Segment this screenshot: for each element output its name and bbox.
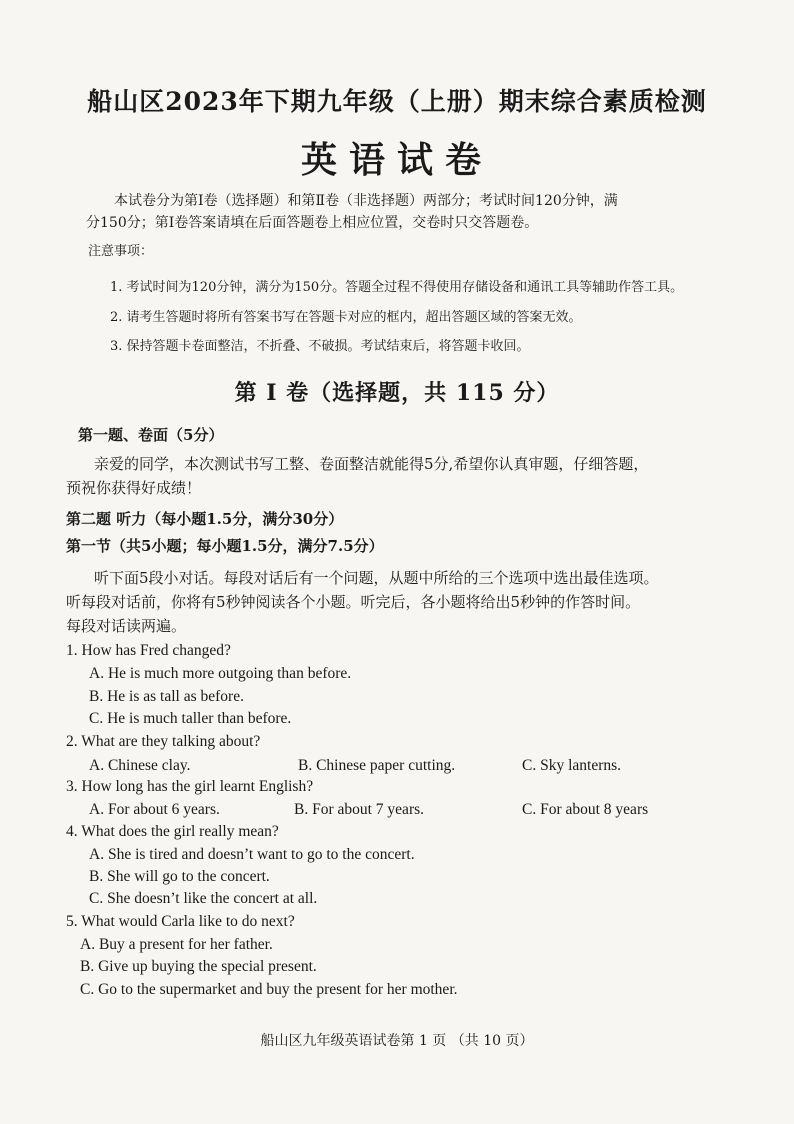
intro-line: 本试卷分为第Ⅰ卷（选择题）和第Ⅱ卷（非选择题）两部分；考试时间120分钟，满 <box>114 193 618 209</box>
notice-item: 1. 考试时间为120分钟，满分为150分。答题全过程不得使用存储设备和通讯工具等辅助作答工具。 <box>110 280 684 295</box>
part-title: 第 Ⅰ 卷（选择题，共 115 分） <box>234 380 560 406</box>
option-a: A. For about 6 years. <box>89 801 220 818</box>
notice-item: 2. 请考生答题时将所有答案书写在答题卡对应的框内，超出答题区域的答案无效。 <box>110 310 582 325</box>
section-heading: 第二题 听力（每小题1.5分，满分30分） <box>66 510 344 528</box>
question-stem: 1. How has Fred changed? <box>66 642 231 659</box>
option-a: A. Buy a present for her father. <box>80 936 273 953</box>
subsection-heading: 第一节（共5小题；每小题1.5分，满分7.5分） <box>66 537 384 555</box>
page-footer: 船山区九年级英语试卷第 1 页 （共 10 页） <box>260 1033 534 1049</box>
section-paragraph <box>66 452 736 500</box>
option-a: A. Chinese clay. <box>89 757 191 774</box>
question-stem: 5. What would Carla like to do next? <box>66 913 295 930</box>
option-c: C. She doesn’t like the concert at all. <box>89 890 318 907</box>
section-heading: 第一题、卷面（5分） <box>78 426 224 444</box>
paragraph-line: 听每段对话前，你将有5秒钟阅读各个小题。听完后，各小题将给出5秒钟的作答时间。 <box>66 593 641 611</box>
option-b: B. Chinese paper cutting. <box>298 757 456 774</box>
option-c: C. Sky lanterns. <box>522 757 622 774</box>
question-stem: 2. What are they talking about? <box>66 733 261 750</box>
option-b: B. She will go to the concert. <box>89 868 270 885</box>
option-b: B. He is as tall as before. <box>89 688 244 705</box>
paragraph-line: 每段对话读两遍。 <box>66 617 187 635</box>
option-a: A. She is tired and doesn’t want to go to the concert. <box>89 846 415 863</box>
notice-item: 3. 保持答题卡卷面整洁，不折叠、不破损。考试结束后，将答题卡收回。 <box>110 339 530 354</box>
option-a: A. He is much more outgoing than before. <box>89 665 352 682</box>
question-stem: 4. What does the girl really mean? <box>66 823 279 840</box>
option-c: C. For about 8 years <box>522 801 649 818</box>
option-b: B. For about 7 years. <box>294 801 425 818</box>
exam-title: 船山区2023年下期九年级（上册）期末综合素质检测 <box>87 87 707 116</box>
question-stem: 3. How long has the girl learnt English? <box>66 778 314 795</box>
option-c: C. Go to the supermarket and buy the present for her mother. <box>80 981 458 998</box>
paragraph-line: 听下面5段小对话。每段对话后有一个问题，从题中所给的三个选项中选出最佳选项。 <box>94 569 659 587</box>
notice-heading: 注意事项： <box>88 244 154 259</box>
intro-line: 分150分；第Ⅰ卷答案请填在后面答题卷上相应位置，交卷时只交答题卷。 <box>86 215 539 231</box>
paragraph-line: 预祝你获得好成绩！ <box>66 479 202 497</box>
exam-intro <box>86 190 726 234</box>
exam-subject-title: 英语试卷 <box>300 139 493 181</box>
section-paragraph <box>66 566 736 638</box>
option-b: B. Give up buying the special present. <box>80 958 317 975</box>
option-c: C. He is much taller than before. <box>89 710 292 727</box>
paragraph-line: 亲爱的同学，本次测试书写工整、卷面整洁就能得5分,希望你认真审题，仔细答题， <box>94 455 649 473</box>
